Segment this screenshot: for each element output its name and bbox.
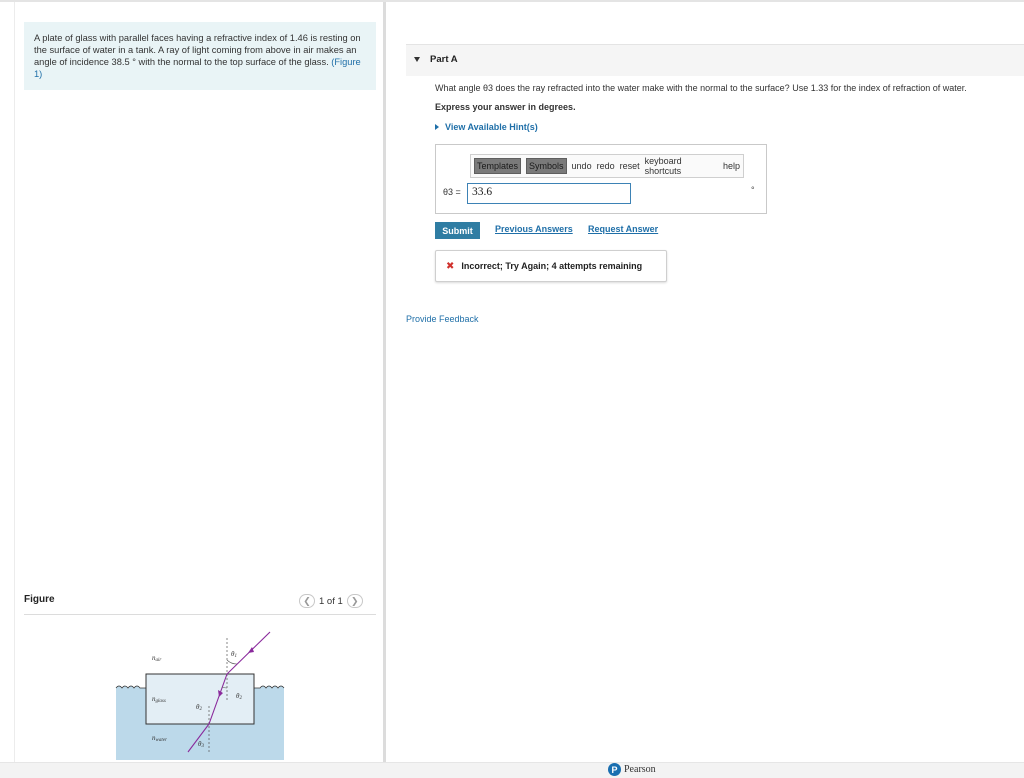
- provide-feedback-link[interactable]: Provide Feedback: [406, 314, 479, 324]
- pearson-text: Pearson: [624, 764, 656, 775]
- pearson-brand: [608, 763, 656, 776]
- templates-button[interactable]: Templates: [474, 158, 521, 174]
- reset-button[interactable]: reset: [619, 161, 640, 171]
- n-water-label: nwater: [152, 734, 167, 743]
- part-a-header[interactable]: [406, 44, 1024, 76]
- undo-button[interactable]: undo: [571, 161, 592, 171]
- help-button[interactable]: help: [722, 161, 740, 171]
- incorrect-x-icon: ✖: [446, 260, 455, 272]
- chevron-left-icon[interactable]: ❮: [299, 594, 315, 608]
- symbols-button[interactable]: Symbols: [526, 158, 567, 174]
- pearson-logo-icon: P: [608, 763, 621, 776]
- figure-heading: Figure: [24, 594, 55, 605]
- problem-statement: [24, 22, 376, 90]
- pager-text: 1 of 1: [319, 595, 343, 607]
- view-hints-link[interactable]: [435, 122, 538, 132]
- theta1-label: θ1: [231, 650, 237, 659]
- caret-down-icon[interactable]: [414, 57, 420, 62]
- figure-pager: [299, 594, 363, 608]
- instruction-text: Express your answer in degrees.: [435, 102, 576, 112]
- refraction-figure: [110, 628, 290, 760]
- theta3-input-label: θ3 =: [443, 187, 461, 197]
- math-toolbar: [470, 154, 744, 178]
- part-a-title: Part A: [430, 54, 458, 65]
- left-edge-divider: [14, 2, 15, 762]
- footer-bar: [0, 762, 1024, 778]
- feedback-text: Incorrect; Try Again; 4 attempts remaining: [461, 261, 643, 271]
- figure-divider: [24, 614, 376, 615]
- keyboard-shortcuts-button[interactable]: keyboard shortcuts: [644, 156, 682, 176]
- request-answer-link[interactable]: Request Answer: [588, 224, 659, 234]
- theta1-arc: [227, 660, 237, 664]
- answer-input[interactable]: 33.6: [467, 183, 631, 204]
- redo-button[interactable]: redo: [596, 161, 615, 171]
- degree-unit: °: [751, 185, 755, 195]
- submit-button[interactable]: Submit: [435, 222, 480, 239]
- theta3-label: θ3: [198, 740, 204, 749]
- n-glass-label: nglass: [152, 695, 166, 704]
- n-air-label: nair: [152, 654, 162, 663]
- theta2-top-label: θ2: [236, 692, 242, 701]
- caret-right-icon: [435, 124, 439, 130]
- theta2-bottom-label: θ2: [196, 703, 202, 712]
- answer-box: [435, 144, 767, 214]
- view-hints-label: View Available Hint(s): [445, 122, 538, 132]
- pane-divider[interactable]: [383, 2, 386, 762]
- question-text: What angle θ3 does the ray refracted into the water make with the normal to the surface? Use 1.33 for the index of refraction of water.: [435, 83, 967, 93]
- chevron-right-icon[interactable]: ❯: [347, 594, 363, 608]
- feedback-message: [435, 250, 667, 282]
- figure-link[interactable]: (Figure 1): [34, 57, 361, 79]
- previous-answers-link[interactable]: Previous Answers: [495, 224, 573, 234]
- problem-text: A plate of glass with parallel faces having a refractive index of 1.46 is resting on the surface of water in a tank. A ray of light coming from above in air makes an angle of incidence 38.5 ° with the normal to the top surface of the glass.: [34, 33, 361, 67]
